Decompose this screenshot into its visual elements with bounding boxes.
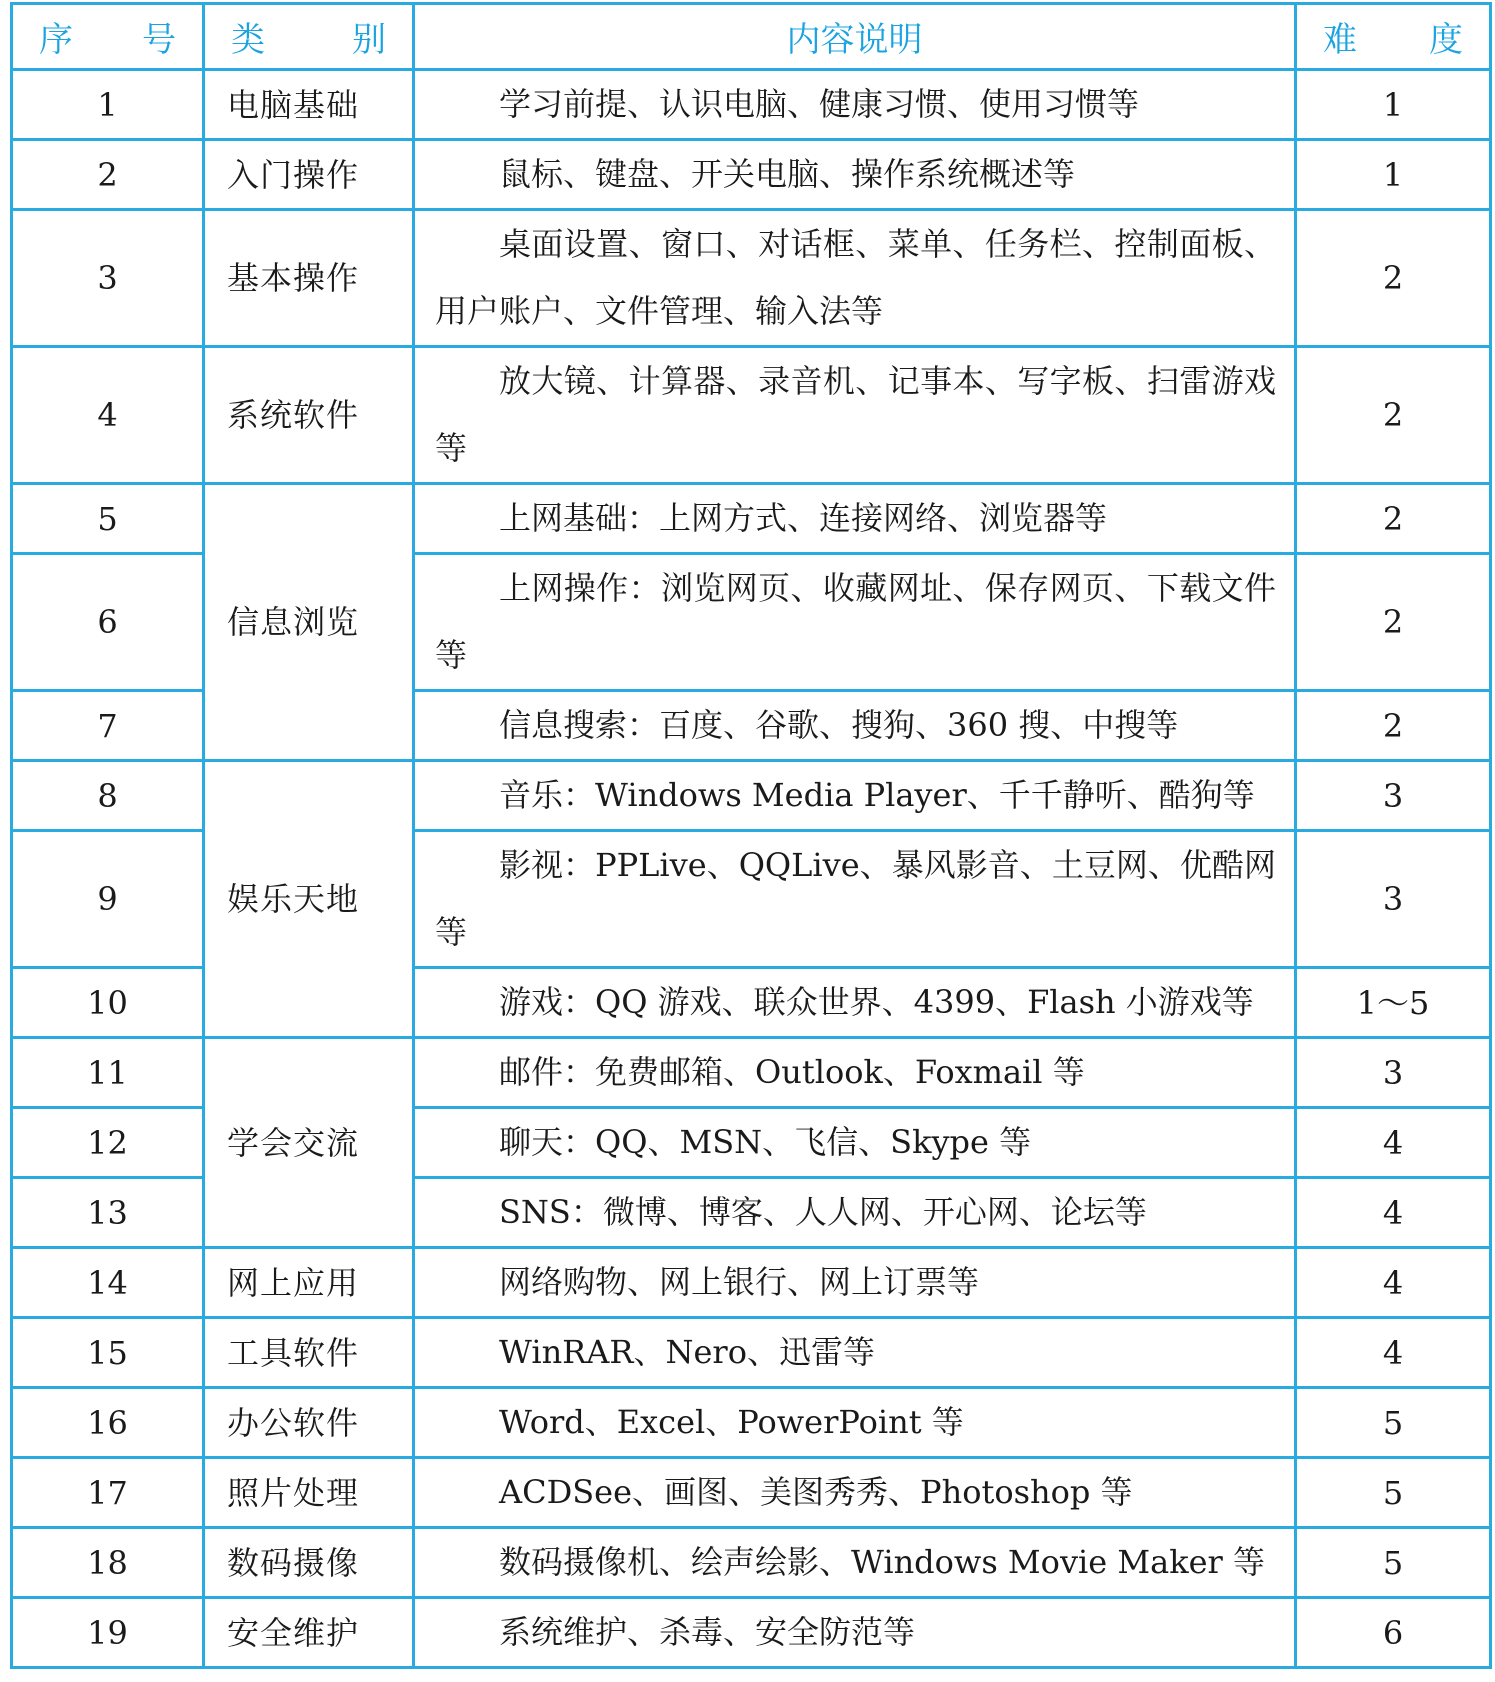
- row-description-text: 信息搜索：百度、谷歌、搜狗、360 搜、中搜等: [499, 706, 1179, 744]
- row-difficulty: 4: [1296, 1178, 1491, 1248]
- row-description-text: SNS：微博、博客、人人网、开心网、论坛等: [499, 1193, 1147, 1231]
- row-index: 2: [12, 140, 204, 210]
- row-difficulty: 5: [1296, 1528, 1491, 1598]
- row-index: 19: [12, 1598, 204, 1668]
- row-description: [414, 70, 1296, 140]
- table-row: [12, 1248, 1491, 1318]
- table-row: [12, 210, 1491, 347]
- row-description: [414, 1528, 1296, 1598]
- row-difficulty: 2: [1296, 484, 1491, 554]
- row-index: 6: [12, 554, 204, 691]
- row-description: [414, 1458, 1296, 1528]
- row-index: 10: [12, 968, 204, 1038]
- row-category: 工具软件: [204, 1318, 414, 1388]
- table-row: [12, 1528, 1491, 1598]
- header-category: [204, 4, 414, 70]
- row-category: 数码摄像: [204, 1528, 414, 1598]
- row-index: 1: [12, 70, 204, 140]
- row-index: 17: [12, 1458, 204, 1528]
- header-description: [414, 4, 1296, 70]
- row-description: [414, 831, 1296, 968]
- header-description-label: 内容说明: [786, 20, 923, 60]
- row-difficulty: 2: [1296, 347, 1491, 484]
- row-description: [414, 210, 1296, 347]
- header-category-char-2: 别: [352, 20, 386, 60]
- row-description: [414, 1388, 1296, 1458]
- header-difficulty-char-2: 度: [1429, 20, 1463, 60]
- table-row: [12, 1038, 1491, 1108]
- course-table-wrapper: [10, 2, 1489, 1669]
- row-difficulty: 6: [1296, 1598, 1491, 1668]
- row-index: 7: [12, 691, 204, 761]
- row-category: 电脑基础: [204, 70, 414, 140]
- row-description: [414, 691, 1296, 761]
- table-row: [12, 140, 1491, 210]
- row-category: 学会交流: [204, 1038, 414, 1248]
- course-content-table: [10, 2, 1492, 1669]
- row-index: 8: [12, 761, 204, 831]
- row-description-text: 音乐：Windows Media Player、千千静听、酷狗等: [499, 776, 1255, 814]
- row-index: 4: [12, 347, 204, 484]
- row-category: 系统软件: [204, 347, 414, 484]
- row-category: 办公软件: [204, 1388, 414, 1458]
- header-category-char-1: 类: [231, 20, 265, 60]
- row-index: 11: [12, 1038, 204, 1108]
- header-index-char-2: 号: [142, 20, 176, 60]
- row-description: [414, 140, 1296, 210]
- row-difficulty: 1: [1296, 140, 1491, 210]
- table-row: [12, 347, 1491, 484]
- row-difficulty: 4: [1296, 1108, 1491, 1178]
- row-description-text: 网络购物、网上银行、网上订票等: [499, 1263, 980, 1301]
- row-description: [414, 554, 1296, 691]
- row-difficulty: 3: [1296, 761, 1491, 831]
- row-index: 16: [12, 1388, 204, 1458]
- row-category: 信息浏览: [204, 484, 414, 761]
- table-row: [12, 1598, 1491, 1668]
- row-description-text: WinRAR、Nero、迅雷等: [499, 1333, 875, 1371]
- row-description: [414, 968, 1296, 1038]
- table-row: [12, 1318, 1491, 1388]
- header-index: [12, 4, 204, 70]
- row-description-text: 放大镜、计算器、录音机、记事本、写字板、扫雷游戏等: [435, 362, 1276, 467]
- header-difficulty-char-1: 难: [1323, 20, 1357, 60]
- row-description-text: 系统维护、杀毒、安全防范等: [499, 1613, 916, 1651]
- row-difficulty: 2: [1296, 554, 1491, 691]
- row-difficulty: 2: [1296, 210, 1491, 347]
- row-description: [414, 1108, 1296, 1178]
- row-description-text: 影视：PPLive、QQLive、暴风影音、土豆网、优酷网等: [435, 846, 1276, 951]
- row-difficulty: 3: [1296, 1038, 1491, 1108]
- row-difficulty: 1: [1296, 70, 1491, 140]
- row-index: 13: [12, 1178, 204, 1248]
- row-category: 安全维护: [204, 1598, 414, 1668]
- row-difficulty: 1～5: [1296, 968, 1491, 1038]
- row-description: [414, 1318, 1296, 1388]
- row-description-text: ACDSee、画图、美图秀秀、Photoshop 等: [499, 1473, 1133, 1511]
- row-index: 12: [12, 1108, 204, 1178]
- table-row: [12, 1458, 1491, 1528]
- row-description-text: 学习前提、认识电脑、健康习惯、使用习惯等: [499, 85, 1140, 123]
- row-category: 照片处理: [204, 1458, 414, 1528]
- row-category: 网上应用: [204, 1248, 414, 1318]
- row-description: [414, 347, 1296, 484]
- row-description-text: 上网操作：浏览网页、收藏网址、保存网页、下载文件等: [435, 569, 1276, 674]
- row-description-text: 数码摄像机、绘声绘影、Windows Movie Maker 等: [499, 1543, 1266, 1581]
- row-description: [414, 1178, 1296, 1248]
- row-difficulty: 4: [1296, 1248, 1491, 1318]
- row-difficulty: 3: [1296, 831, 1491, 968]
- row-index: 14: [12, 1248, 204, 1318]
- table-row: [12, 484, 1491, 554]
- row-description-text: 聊天：QQ、MSN、飞信、Skype 等: [499, 1123, 1032, 1161]
- row-difficulty: 5: [1296, 1388, 1491, 1458]
- row-index: 5: [12, 484, 204, 554]
- row-index: 18: [12, 1528, 204, 1598]
- row-category: 基本操作: [204, 210, 414, 347]
- table-row: [12, 761, 1491, 831]
- row-description: [414, 484, 1296, 554]
- header-index-char-1: 序: [39, 20, 73, 60]
- row-description-text: Word、Excel、PowerPoint 等: [499, 1403, 964, 1441]
- row-difficulty: 4: [1296, 1318, 1491, 1388]
- header-difficulty: [1296, 4, 1491, 70]
- row-index: 9: [12, 831, 204, 968]
- row-index: 15: [12, 1318, 204, 1388]
- row-category: 入门操作: [204, 140, 414, 210]
- row-description: [414, 761, 1296, 831]
- row-description-text: 游戏：QQ 游戏、联众世界、4399、Flash 小游戏等: [499, 983, 1254, 1021]
- row-description-text: 邮件：免费邮箱、Outlook、Foxmail 等: [499, 1053, 1085, 1091]
- row-description-text: 桌面设置、窗口、对话框、菜单、任务栏、控制面板、用户账户、文件管理、输入法等: [435, 225, 1276, 330]
- row-category: 娱乐天地: [204, 761, 414, 1038]
- row-description-text: 鼠标、键盘、开关电脑、操作系统概述等: [499, 155, 1076, 193]
- row-difficulty: 2: [1296, 691, 1491, 761]
- row-description-text: 上网基础：上网方式、连接网络、浏览器等: [499, 499, 1108, 537]
- table-row: [12, 70, 1491, 140]
- row-index: 3: [12, 210, 204, 347]
- row-difficulty: 5: [1296, 1458, 1491, 1528]
- row-description: [414, 1248, 1296, 1318]
- header-row: [12, 4, 1491, 70]
- row-description: [414, 1598, 1296, 1668]
- row-description: [414, 1038, 1296, 1108]
- table-row: [12, 1388, 1491, 1458]
